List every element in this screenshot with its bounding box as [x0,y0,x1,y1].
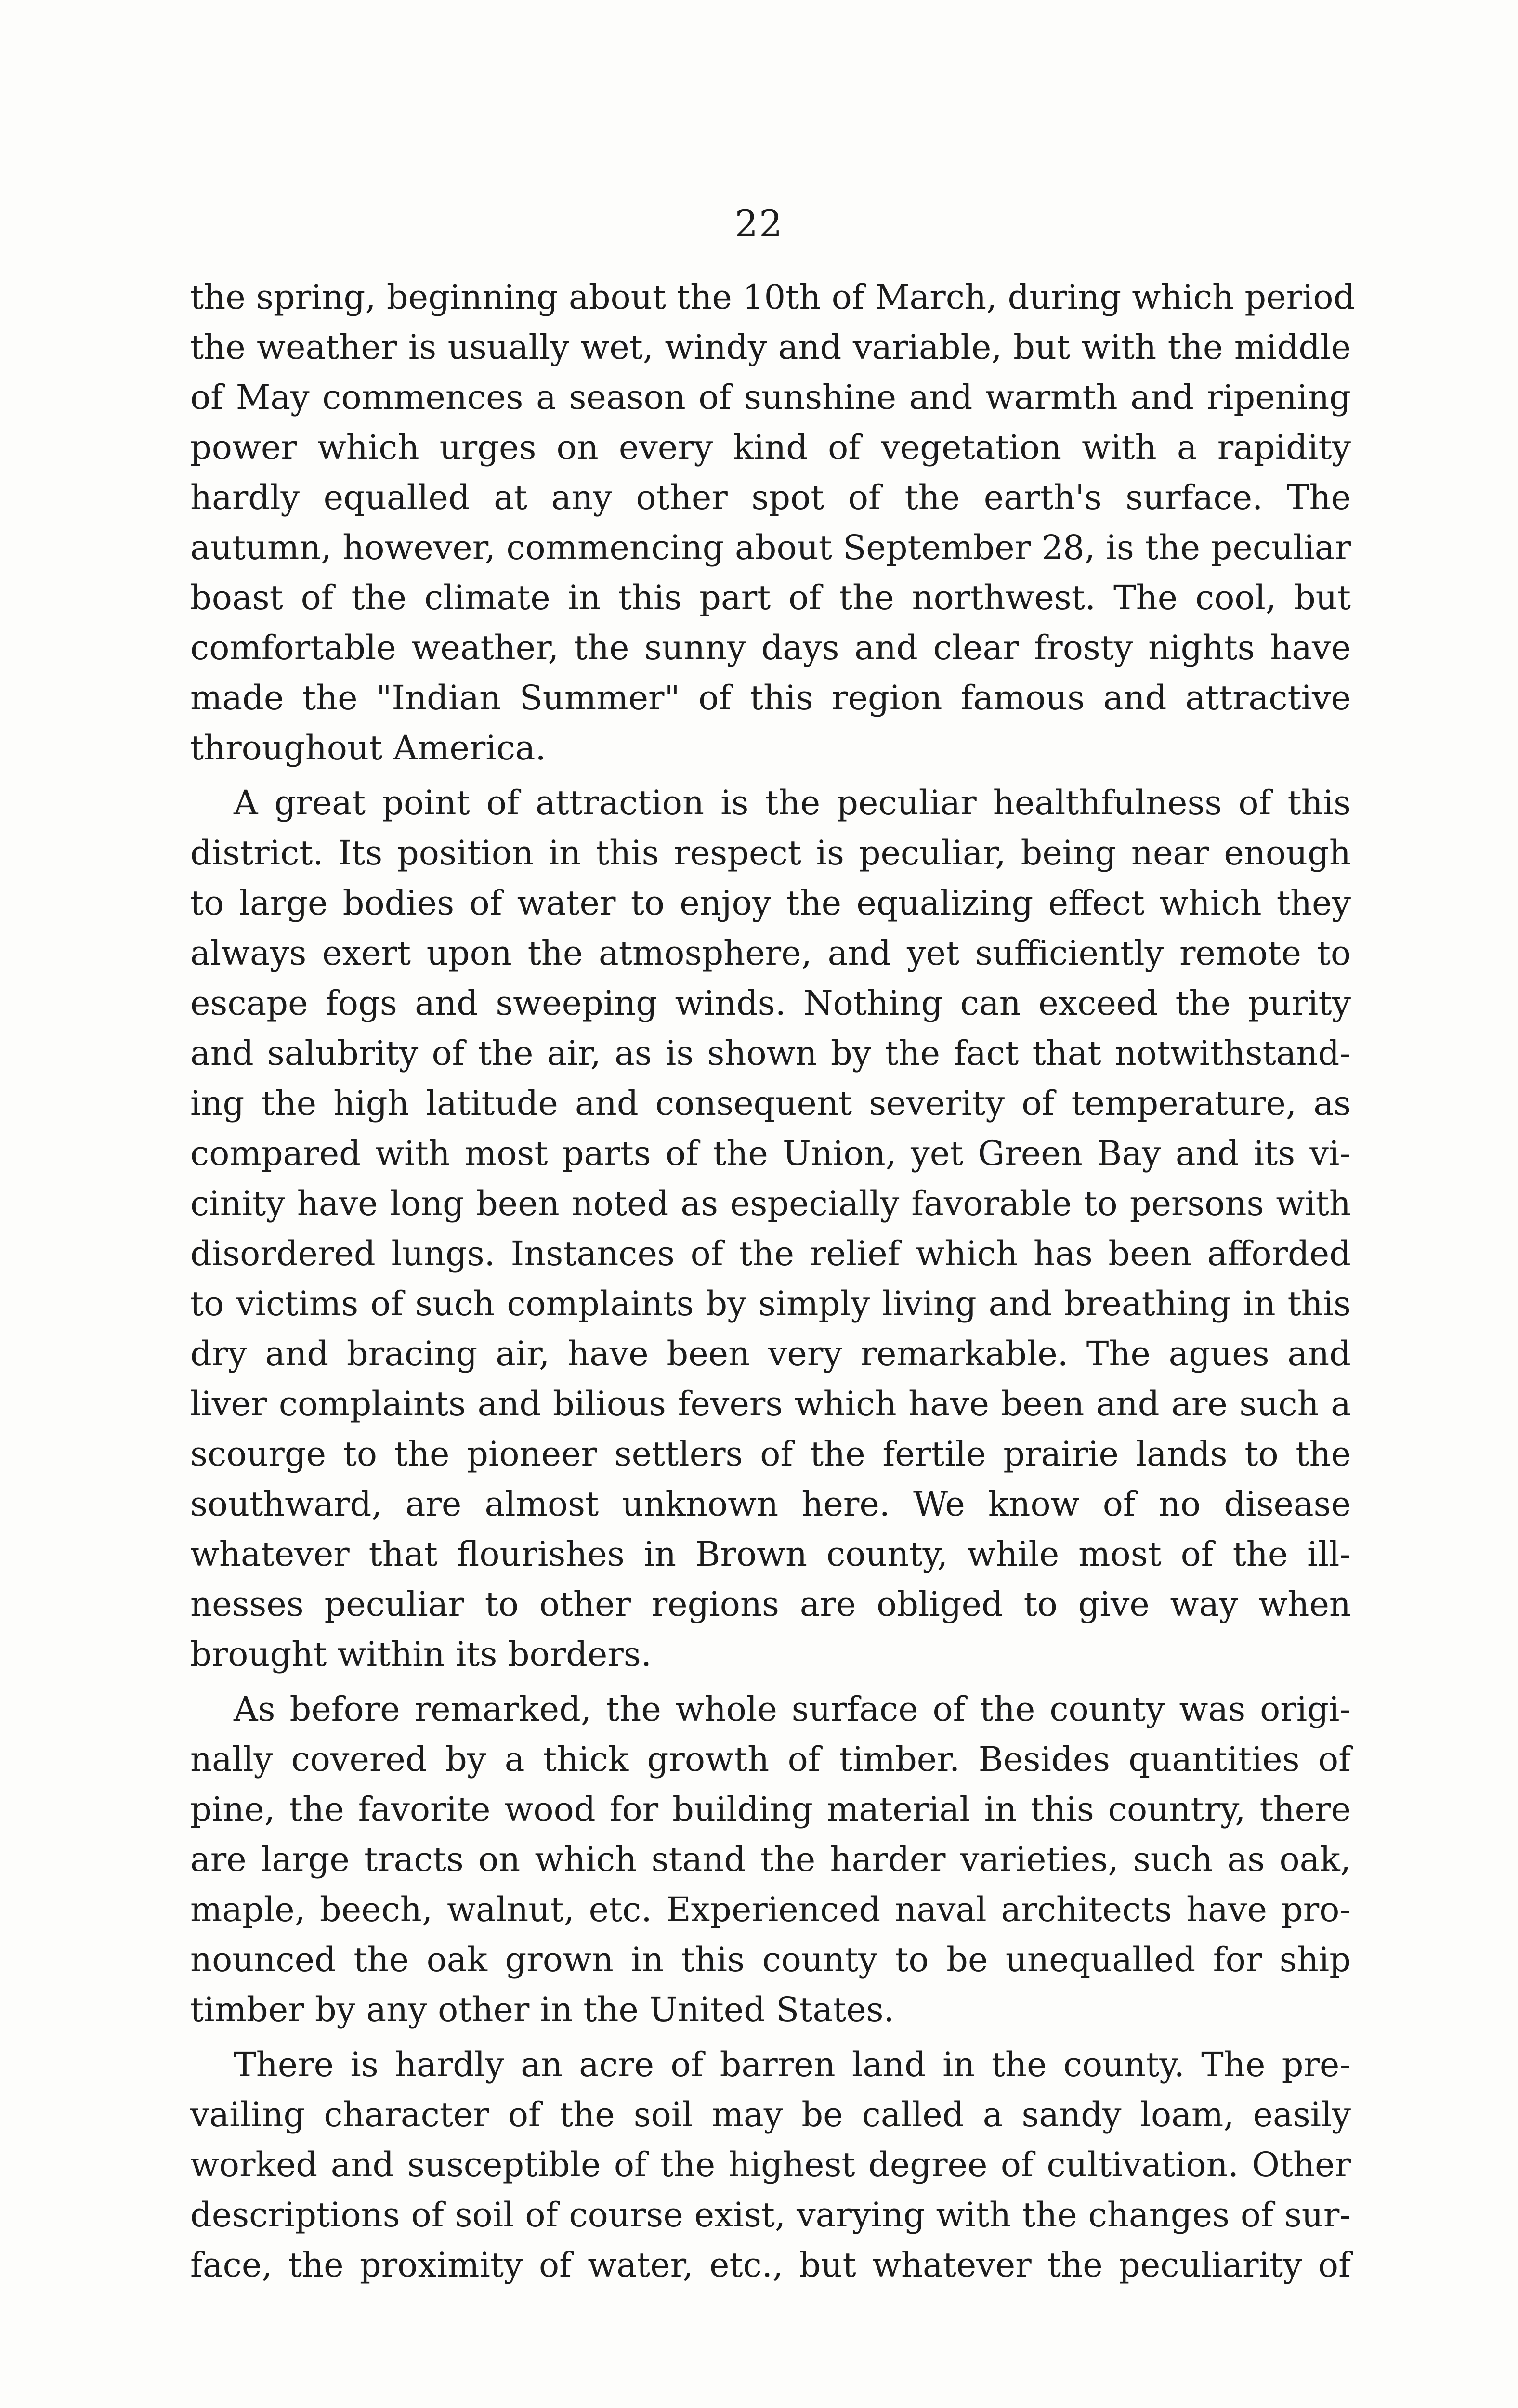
text-line: power which urges on every kind of vegetation with a rapidity [190,428,1351,467]
body-text [190,272,1355,2290]
paragraph-timber [190,1684,1351,2035]
text-line: made the "Indian Summer" of this region famous and attractive [190,678,1351,718]
text-line: to victims of such complaints by simply living and breathing in this [190,1284,1351,1323]
text-line: A great point of attraction is the peculiar healthfulness of this [234,783,1351,823]
text-line: the spring, beginning about the 10th of March, during which period [190,277,1355,317]
text-line: worked and susceptible of the highest degree of cultivation. Other [190,2145,1351,2185]
text-line: to large bodies of water to enjoy the equalizing effect which they [190,883,1351,923]
text-line: hardly equalled at any other spot of the earth's surface. The [190,478,1351,517]
text-line: disordered lungs. Instances of the relief which has been afforded [190,1234,1351,1273]
page-number: 22 [734,202,784,245]
text-line: dry and bracing air, have been very remarkable. The agues and [190,1334,1351,1374]
text-line: pine, the favorite wood for building material in this country, there [190,1790,1351,1829]
text-line: As before remarked, the whole surface of the county was origi- [234,1689,1351,1729]
text-line: nounced the oak grown in this county to be unequalled for ship [190,1940,1351,1979]
text-line: cinity have long been noted as especially favorable to persons with [190,1184,1351,1223]
text-line: always exert upon the atmosphere, and yet sufficiently remote to [190,933,1351,973]
text-line: timber by any other in the United States. [190,1990,894,2029]
text-line: district. Its position in this respect is peculiar, being near enough [190,833,1351,873]
text-line: nesses peculiar to other regions are obliged to give way when [190,1584,1351,1624]
text-line: ing the high latitude and consequent severity of temperature, as [190,1084,1351,1123]
text-line: liver complaints and bilious fevers which have been and are such a [190,1384,1351,1424]
text-line: the weather is usually wet, windy and variable, but with the middle [190,327,1351,367]
text-line: are large tracts on which stand the harder varieties, such as oak, [190,1840,1351,1879]
text-line: There is hardly an acre of barren land in the county. The pre- [234,2045,1351,2084]
text-line: comfortable weather, the sunny days and clear frosty nights have [190,628,1351,667]
text-line: and salubrity of the air, as is shown by the fact that notwithstand- [190,1034,1351,1073]
text-line: southward, are almost unknown here. We know of no disease [190,1484,1351,1524]
text-line: compared with most parts of the Union, yet Green Bay and its vi- [190,1134,1351,1173]
text-line: of May commences a season of sunshine and warmth and ripening [190,378,1351,417]
text-line: whatever that flourishes in Brown county, while most of the ill- [190,1534,1351,1574]
paragraph-healthfulness [190,778,1351,1679]
text-line: nally covered by a thick growth of timber. Besides quantities of [190,1740,1351,1779]
paragraph-spring-autumn [190,272,1355,773]
paragraph-soil [190,2040,1351,2290]
text-line: boast of the climate in this part of the northwest. The cool, but [190,578,1351,617]
text-line: scourge to the pioneer settlers of the fertile prairie lands to the [190,1434,1351,1474]
text-line: autumn, however, commencing about September 28, is the peculiar [190,528,1351,567]
text-line: face, the proximity of water, etc., but whatever the peculiarity of [190,2245,1351,2285]
text-line: brought within its borders. [190,1635,652,1674]
text-line: escape fogs and sweeping winds. Nothing can exceed the purity [190,983,1351,1023]
text-line: vailing character of the soil may be called a sandy loam, easily [190,2095,1351,2134]
text-line: descriptions of soil of course exist, varying with the changes of sur- [190,2195,1351,2235]
text-line: throughout America. [190,728,546,768]
text-line: maple, beech, walnut, etc. Experienced naval architects have pro- [190,1890,1351,1929]
